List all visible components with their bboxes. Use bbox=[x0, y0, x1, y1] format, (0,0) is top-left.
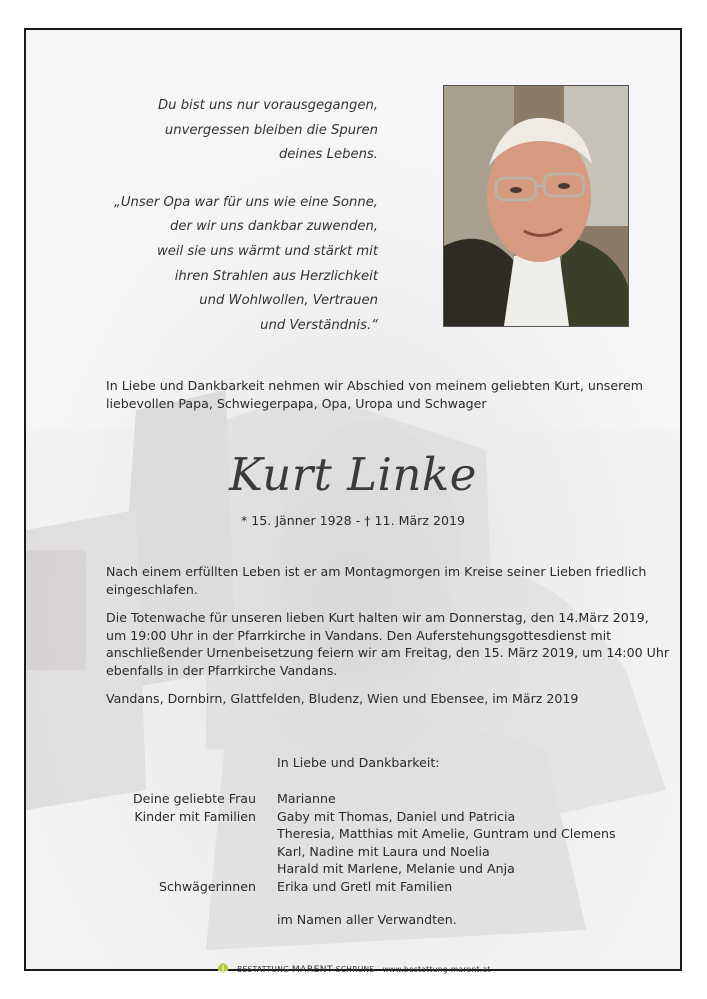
poem bbox=[114, 94, 378, 338]
intro-text bbox=[106, 377, 646, 412]
poem-line: „Unser Opa war für uns wie eine Sonne, bbox=[114, 194, 378, 210]
poem-line: ihren Strahlen aus Herzlichkeit bbox=[174, 268, 378, 284]
family-value: Theresia, Matthias mit Amelie, Guntram und Clemens bbox=[277, 826, 616, 841]
obituary-frame bbox=[24, 28, 682, 971]
poem-line: Du bist uns nur vorausgegangen, bbox=[157, 98, 378, 113]
paragraph bbox=[106, 690, 656, 708]
family-row bbox=[106, 860, 616, 878]
family-label bbox=[106, 860, 256, 878]
poem-line: unvergessen bleiben die Spuren bbox=[164, 122, 378, 138]
life-dates: * 15. Jänner 1928 - † 11. März 2019 bbox=[240, 513, 465, 528]
text-line: Die Totenwache für unseren lieben Kurt halten wir am Donnerstag, den 14.März 2019, bbox=[106, 610, 649, 625]
footer-left: BESTATTUNG bbox=[237, 965, 290, 974]
leaf-logo-icon bbox=[216, 962, 230, 978]
family-value: Karl, Nadine mit Laura und Noelia bbox=[277, 843, 490, 859]
family-label bbox=[106, 825, 256, 843]
family-label bbox=[106, 843, 256, 861]
family-value: Marianne bbox=[277, 791, 336, 806]
footer-url[interactable]: www.bestattung-marent.at bbox=[382, 965, 491, 974]
family-row bbox=[106, 825, 616, 843]
poem-line: deines Lebens. bbox=[278, 147, 378, 163]
family-row bbox=[106, 878, 616, 896]
footer-town: SCHRUNS bbox=[335, 965, 375, 974]
family-value: Gaby mit Thomas, Daniel und Patricia bbox=[277, 808, 516, 824]
portrait-photo bbox=[443, 85, 629, 327]
announcement-text bbox=[106, 563, 670, 719]
paragraph bbox=[106, 609, 670, 679]
text-line: eingeschlafen. bbox=[106, 581, 198, 597]
family-value: Erika und Gretl mit Familien bbox=[277, 878, 453, 894]
text-line: Vandans, Dornbirn, Glattfelden, Bludenz, Wien und Ebensee, im März 2019 bbox=[106, 691, 579, 706]
family-list bbox=[106, 790, 616, 895]
closing-line: im Namen aller Verwandten. bbox=[277, 912, 457, 927]
text-line: Nach einem erfüllten Leben ist er am Montagmorgen im Kreise seiner Lieben friedlich bbox=[106, 564, 647, 579]
content-area bbox=[26, 30, 680, 969]
footer-brand: MARENT bbox=[291, 965, 333, 975]
family-row bbox=[106, 790, 616, 808]
text-line: anschließender Urnenbeisetzung feiern wir am Freitag, den 15. März 2019, um 14:00 Uhr bbox=[106, 645, 670, 660]
poem-line: weil sie uns wärmt und stärkt mit bbox=[156, 243, 378, 259]
thanks-heading: In Liebe und Dankbarkeit: bbox=[277, 755, 440, 770]
family-label: Deine geliebte Frau bbox=[132, 791, 256, 806]
family-label: Kinder mit Familien bbox=[134, 808, 256, 824]
family-label: Schwägerinnen bbox=[158, 878, 256, 894]
intro-line: liebevollen Papa, Schwiegerpapa, Opa, Uropa und Schwager bbox=[106, 395, 487, 411]
poem-line: und Verständnis.“ bbox=[260, 317, 378, 333]
text-line: um 19:00 Uhr in der Pfarrkirche in Vandans. Den Auferstehungsgottesdienst mit bbox=[106, 627, 612, 643]
family-row bbox=[106, 808, 616, 826]
text-line: ebenfalls in der Pfarrkirche Vandans. bbox=[106, 662, 338, 678]
footer bbox=[0, 962, 707, 978]
poem-line: der wir uns dankbar zuwenden, bbox=[169, 219, 378, 235]
poem-line: und Wohlwollen, Vertrauen bbox=[199, 293, 378, 309]
paragraph bbox=[106, 563, 656, 598]
family-value: Harald mit Marlene, Melanie und Anja bbox=[277, 861, 515, 876]
family-row bbox=[106, 843, 616, 861]
intro-line: In Liebe und Dankbarkeit nehmen wir Abschied von meinem geliebten Kurt, unserem bbox=[106, 378, 644, 393]
deceased-name: Kurt Linke bbox=[229, 448, 477, 501]
